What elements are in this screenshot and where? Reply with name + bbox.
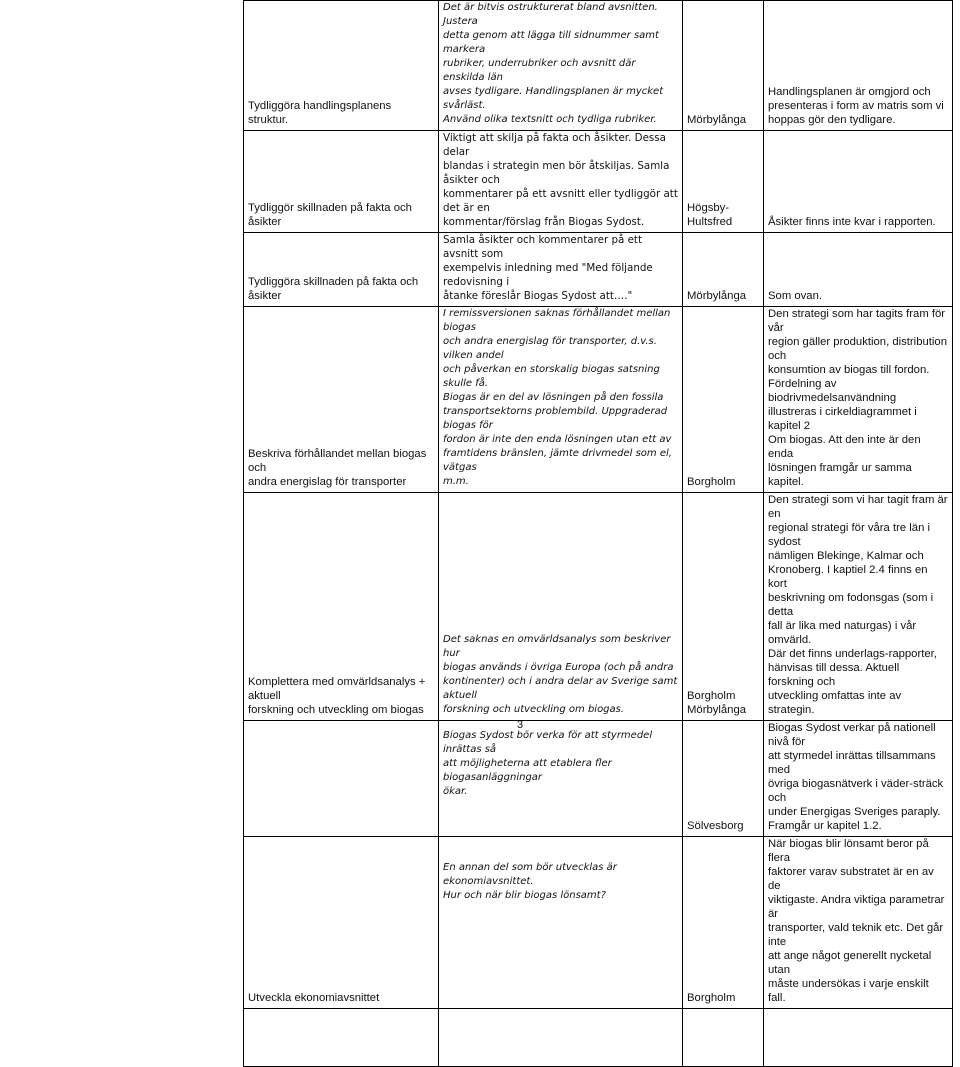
comment-cell: Det saknas en omvärldsanalys som beskriver hur biogas används i övriga Europa (och på andra kontinenter) och i andra delar av Sverige samt aktuell forskning och utveckling om biogas.	[439, 493, 683, 721]
source-cell: Mörbylånga	[683, 233, 764, 307]
action-cell: Utveckla ekonomiavsnittet	[244, 837, 439, 1009]
response-cell: Den strategi som vi har tagit fram är en regional strategi för våra tre län i sydost nämligen Blekinge, Kalmar och Kronoberg. I kaptiel 2.4 finns en kort beskrivning om fodonsgas (som i detta fall är lika med naturgas) i vår omvärld. Där det finns underlags-rapporter, hänvisas till dessa. Aktuell forskning och utveckling omfattas inte av strategin.	[764, 493, 953, 721]
table-row	[244, 837, 953, 1009]
response-cell	[764, 1009, 953, 1067]
response-cell: Som ovan.	[764, 233, 953, 307]
comment-cell: Samla åsikter och kommentarer på ett avsnitt som exempelvis inledning med "Med följande redovisning i åtanke föreslår Biogas Sydost att…."	[439, 233, 683, 307]
table-row	[244, 131, 953, 233]
table-row	[244, 1009, 953, 1067]
response-cell: Åsikter finns inte kvar i rapporten.	[764, 131, 953, 233]
table-row	[244, 1, 953, 131]
source-cell: Högsby-Hultsfred	[683, 131, 764, 233]
action-cell: Komplettera med omvärldsanalys + aktuell forskning och utveckling om biogas	[244, 493, 439, 721]
table-row	[244, 493, 953, 721]
table-row	[244, 721, 953, 837]
comment-cell: En annan del som bör utvecklas är ekonomiavsnittet. Hur och när blir biogas lönsamt?	[439, 837, 683, 1009]
action-cell: Tydliggöra skillnaden på fakta och åsikter	[244, 233, 439, 307]
source-cell: Borgholm Mörbylånga	[683, 493, 764, 721]
action-cell	[244, 1009, 439, 1067]
action-cell: Tydliggöra handlingsplanens struktur.	[244, 1, 439, 131]
table-row	[244, 307, 953, 493]
table-row	[244, 233, 953, 307]
source-cell: Borgholm	[683, 307, 764, 493]
response-cell: Handlingsplanen är omgjord och presenteras i form av matris som vi hoppas gör den tydligare.	[764, 1, 953, 131]
action-cell: Tydliggör skillnaden på fakta och åsikter	[244, 131, 439, 233]
comment-cell	[439, 1009, 683, 1067]
action-cell: Beskriva förhållandet mellan biogas och andra energislag för transporter	[244, 307, 439, 493]
source-cell: Mörbylånga	[683, 1, 764, 131]
page-number: 3	[516, 719, 524, 731]
action-cell	[244, 721, 439, 837]
comment-cell: I remissversionen saknas förhållandet mellan biogas och andra energislag för transporter, d.v.s. vilken andel och påverkan en storskalig biogas satsning skulle få. Biogas är en del av lösningen på den fossila transportsektorns problembild. Uppgraderad biogas för fordon är inte den enda lösningen utan ett av framtidens bränslen, jämte drivmedel som el, vätgas m.m.	[439, 307, 683, 493]
source-cell: Borgholm	[683, 837, 764, 1009]
response-cell: När biogas blir lönsamt beror på flera faktorer varav substratet är en av de viktigaste. Andra viktiga parametrar är transporter, vald teknik etc. Det går inte att ange något generellt nycketal utan måste undersökas i varje enskilt fall.	[764, 837, 953, 1009]
comment-cell: Biogas Sydost bör verka för att styrmedel inrättas så att möjligheterna att etablera fler biogasanläggningar ökar.	[439, 721, 683, 837]
remiss-table	[243, 0, 953, 1067]
response-cell: Biogas Sydost verkar på nationell nivå för att styrmedel inrättas tillsammans med övriga biogasnätverk i väder-sträck och under Energigas Sveriges paraply. Framgår ur kapitel 1.2.	[764, 721, 953, 837]
source-cell: Sölvesborg	[683, 721, 764, 837]
comment-cell: Det är bitvis ostrukturerat bland avsnitten. Justera detta genom att lägga till sidnummer samt markera rubriker, underrubriker och avsnitt där enskilda län avses tydligare. Handlingsplanen är mycket svårläst. Använd olika textsnitt och tydliga rubriker.	[439, 1, 683, 131]
comment-cell: Viktigt att skilja på fakta och åsikter. Dessa delar blandas i strategin men bör åtskiljas. Samla åsikter och kommentarer på ett avsnitt eller tydliggör att det är en kommentar/förslag från Biogas Sydost.	[439, 131, 683, 233]
source-cell	[683, 1009, 764, 1067]
response-cell: Den strategi som har tagits fram för vår region gäller produktion, distribution och konsumtion av biogas till fordon. Fördelning av biodrivmedelsanvändning illustreras i cirkeldiagrammet i kapitel 2 Om biogas. Att den inte är den enda lösningen framgår ur samma kapitel.	[764, 307, 953, 493]
